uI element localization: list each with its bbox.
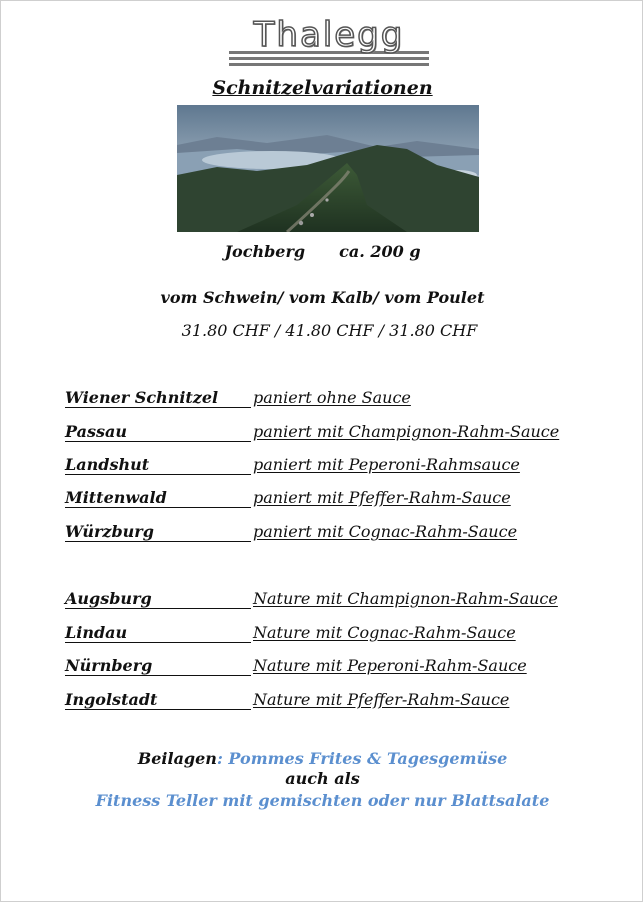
logo-stripe: [229, 57, 429, 60]
menu-row: [65, 388, 585, 410]
menu-row: [65, 422, 585, 444]
menu-item-name: Wiener Schnitzel: [65, 388, 251, 408]
menu-row: [65, 522, 585, 544]
side-dishes-label: Beilagen: [137, 749, 217, 768]
menu-item-name: Augsburg: [65, 589, 251, 609]
side-dishes: [1, 749, 643, 768]
meat-options: vom Schwein/ vom Kalb/ vom Poulet: [160, 288, 485, 307]
logo-stripe: [229, 63, 429, 66]
also-as-text: auch als: [285, 769, 360, 788]
menu-row: [65, 589, 585, 611]
menu-item-name: Ingolstadt: [65, 690, 251, 710]
menu-row: [65, 690, 585, 712]
menu-item-name: Lindau: [65, 623, 251, 643]
jochberg-name: Jochberg: [224, 242, 306, 261]
menu-row: [65, 455, 585, 477]
menu-item-desc: Nature mit Champignon-Rahm-Sauce: [253, 589, 558, 608]
menu-item-desc: paniert mit Cognac-Rahm-Sauce: [253, 522, 518, 541]
menu-item-desc: paniert mit Peperoni-Rahmsauce: [253, 455, 520, 474]
menu-item-desc: Nature mit Cognac-Rahm-Sauce: [253, 623, 516, 642]
logo-text: Thalegg: [253, 15, 405, 55]
jochberg-line: [1, 242, 643, 261]
fitness-plate-text: Fitness Teller mit gemischten oder nur Blattsalate: [95, 791, 550, 810]
menu-item-desc: paniert mit Champignon-Rahm-Sauce: [253, 422, 560, 441]
side-dishes-value: : Pommes Frites & Tagesgemüse: [216, 749, 508, 768]
menu-item-name: Würzburg: [65, 522, 251, 542]
menu-item-name: Mittenwald: [65, 488, 251, 508]
page-title: Schnitzelvariationen: [212, 77, 433, 99]
menu-item-name: Nürnberg: [65, 656, 251, 676]
menu-item-name: Landshut: [65, 455, 251, 475]
menu-item-desc: Nature mit Peperoni-Rahm-Sauce: [253, 656, 527, 675]
price-line: 31.80 CHF / 41.80 CHF / 31.80 CHF: [181, 321, 478, 340]
menu-row: [65, 488, 585, 510]
menu-item-desc: Nature mit Pfeffer-Rahm-Sauce: [253, 690, 510, 709]
menu-row: [65, 656, 585, 678]
landscape-photo: [177, 105, 479, 232]
menu-item-desc: paniert ohne Sauce: [253, 388, 411, 407]
menu-row: [65, 623, 585, 645]
thalegg-logo: [229, 15, 429, 65]
menu-item-desc: paniert mit Pfeffer-Rahm-Sauce: [253, 488, 511, 507]
jochberg-weight: ca. 200 g: [339, 242, 421, 261]
landscape-illustration: [177, 105, 479, 232]
menu-item-name: Passau: [65, 422, 251, 442]
